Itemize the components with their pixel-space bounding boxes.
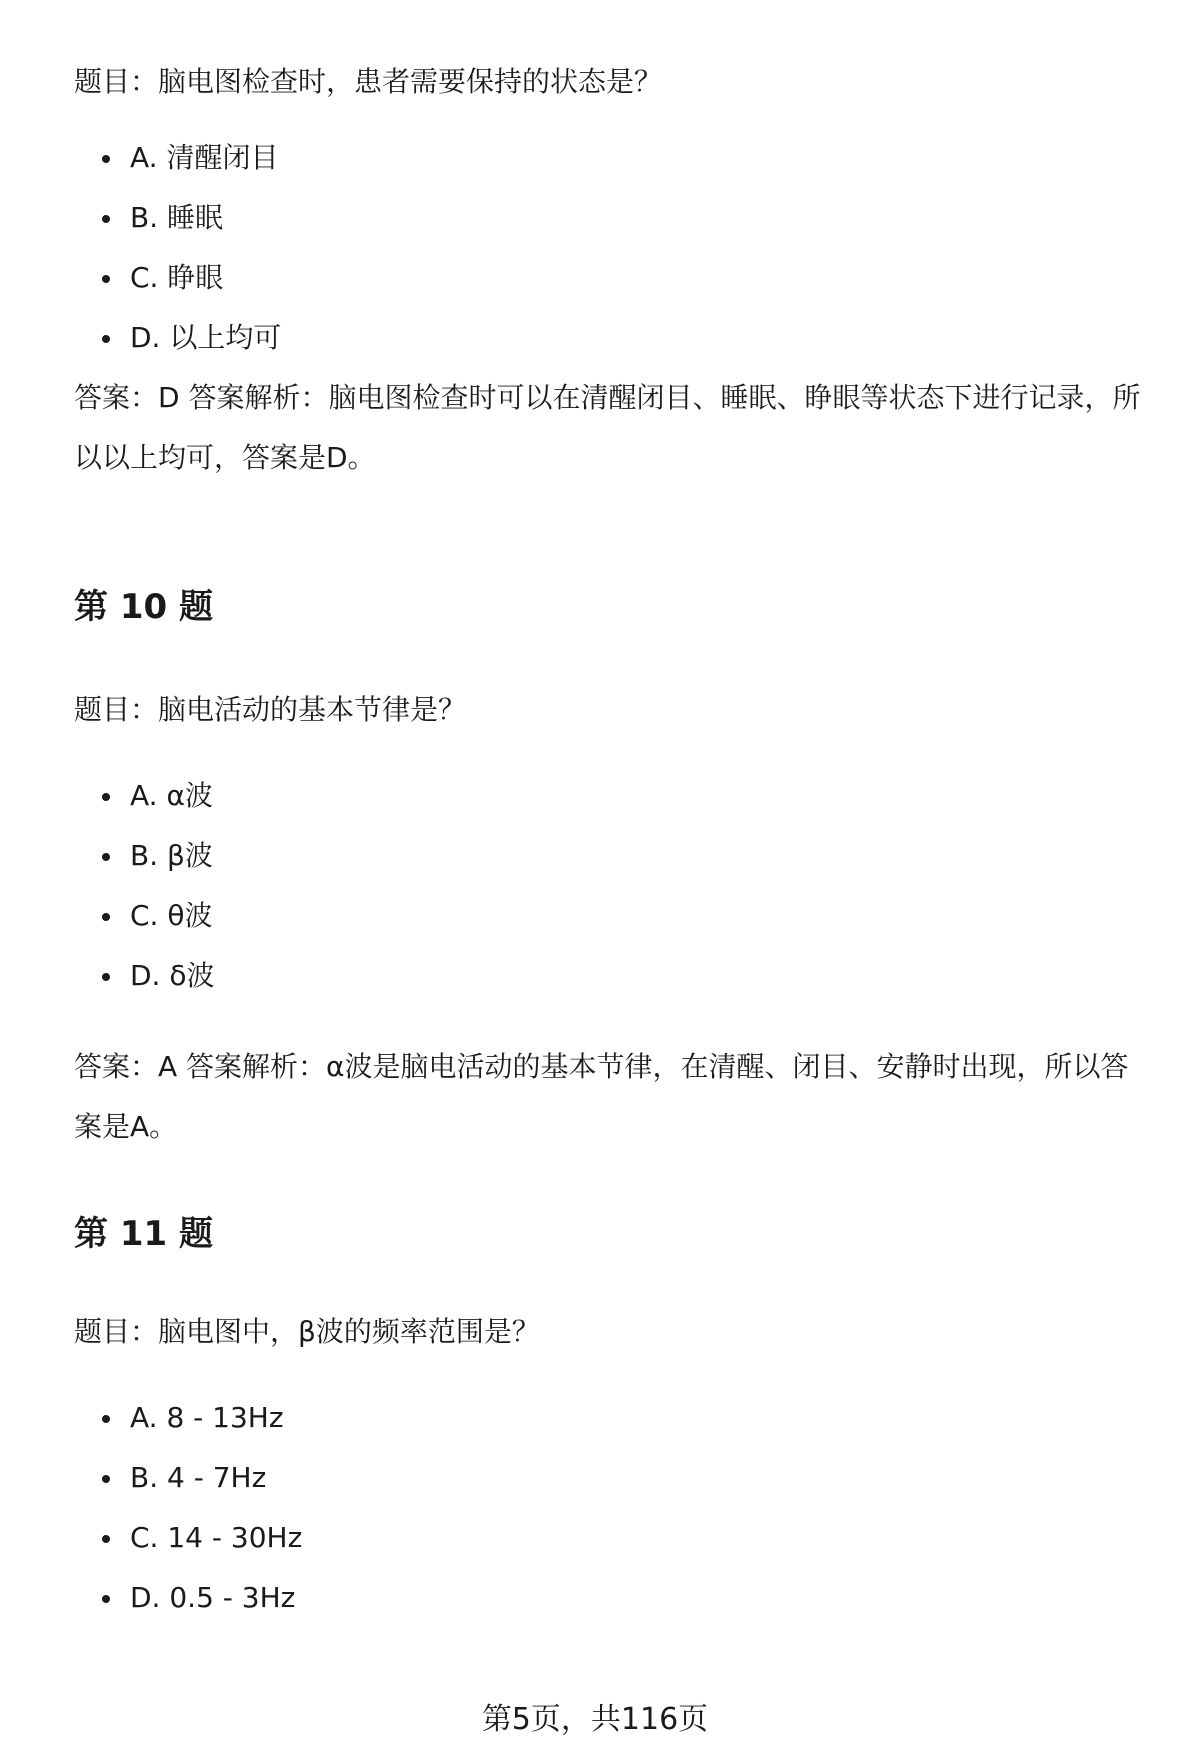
question-heading: 第 10 题 xyxy=(74,587,213,627)
answer-explanation: 答案：A 答案解析：α波是脑电活动的基本节律，在清醒、闭目、安静时出现，所以答案是A。 xyxy=(74,1050,1129,1143)
option-list xyxy=(102,138,281,378)
page-number-footer: 第5页，共116页 xyxy=(481,1702,709,1737)
option-item: C. 14 - 30Hz xyxy=(102,1518,302,1578)
option-item: B. 4 - 7Hz xyxy=(102,1458,302,1518)
option-item: C. 睁眼 xyxy=(102,258,281,318)
option-item: A. 清醒闭目 xyxy=(102,138,281,198)
option-list xyxy=(102,776,215,1016)
question-text: 题目：脑电图中，β波的频率范围是？ xyxy=(74,1315,540,1348)
option-item: D. δ波 xyxy=(102,956,215,1016)
option-item: A. 8 - 13Hz xyxy=(102,1398,302,1458)
option-item: B. β波 xyxy=(102,836,215,896)
option-item: B. 睡眠 xyxy=(102,198,281,258)
option-item: D. 以上均可 xyxy=(102,318,281,378)
question-text: 题目：脑电图检查时，患者需要保持的状态是？ xyxy=(74,65,663,98)
question-heading: 第 11 题 xyxy=(74,1214,213,1254)
option-list xyxy=(102,1398,302,1638)
answer-explanation: 答案：D 答案解析：脑电图检查时可以在清醒闭目、睡眠、睁眼等状态下进行记录，所以以上均可，答案是D。 xyxy=(74,381,1141,474)
question-text: 题目：脑电活动的基本节律是？ xyxy=(74,693,467,726)
option-item: A. α波 xyxy=(102,776,215,836)
option-item: C. θ波 xyxy=(102,896,215,956)
option-item: D. 0.5 - 3Hz xyxy=(102,1578,302,1638)
